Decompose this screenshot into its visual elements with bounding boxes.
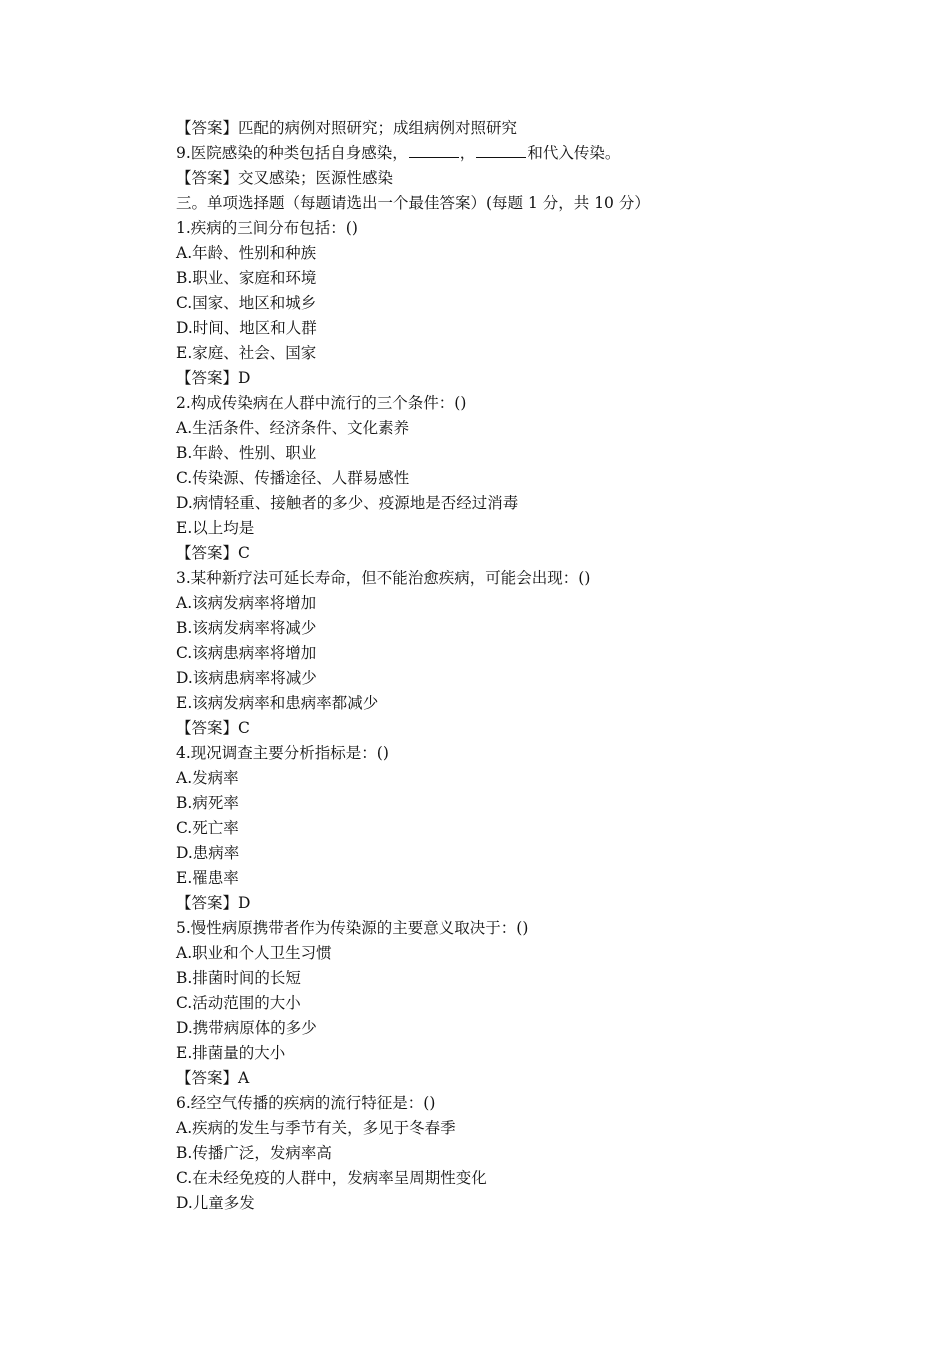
option-line: B.职业、家庭和环境 <box>176 269 317 287</box>
question-line: 4.现况调查主要分析指标是：() <box>176 744 389 762</box>
question-text: 和代入传染。 <box>527 144 621 162</box>
answer-line: 【答案】匹配的病例对照研究；成组病例对照研究 <box>176 119 518 137</box>
option-line: A.疾病的发生与季节有关，多见于冬春季 <box>176 1119 456 1137</box>
option-line: A.发病率 <box>176 769 239 787</box>
answer-line: 【答案】C <box>176 719 250 737</box>
option-line: A.该病发病率将增加 <box>176 594 317 612</box>
option-line: D.患病率 <box>176 844 240 862</box>
option-line: B.该病发病率将减少 <box>176 619 317 637</box>
option-line: B.病死率 <box>176 794 239 812</box>
fill-blank <box>409 142 459 158</box>
option-line: D.该病患病率将减少 <box>176 669 317 687</box>
answer-line: 【答案】C <box>176 544 250 562</box>
answer-line: 【答案】D <box>176 369 251 387</box>
answer-line: 【答案】A <box>176 1069 250 1087</box>
option-line: B.年龄、性别、职业 <box>176 444 317 462</box>
option-line: C.该病患病率将增加 <box>176 644 317 662</box>
question-line: 5.慢性病原携带者作为传染源的主要意义取决于：() <box>176 919 529 937</box>
section-heading: 三。单项选择题（每题请选出一个最佳答案）(每题 1 分，共 10 分） <box>176 194 650 212</box>
answer-line: 【答案】交叉感染；医源性感染 <box>176 169 394 187</box>
question-text: 9.医院感染的种类包括自身感染， <box>176 144 408 162</box>
option-line: E.以上均是 <box>176 519 255 537</box>
option-line: A.职业和个人卫生习惯 <box>176 944 332 962</box>
fill-blank <box>476 142 526 158</box>
question-text: ， <box>459 144 476 162</box>
option-line: A.年龄、性别和种族 <box>176 244 317 262</box>
option-line: C.活动范围的大小 <box>176 994 301 1012</box>
question-line <box>176 141 896 166</box>
option-line: C.国家、地区和城乡 <box>176 294 317 312</box>
option-line: C.死亡率 <box>176 819 239 837</box>
option-line: C.在未经免疫的人群中，发病率呈周期性变化 <box>176 1169 487 1187</box>
option-line: D.儿童多发 <box>176 1194 255 1212</box>
option-line: E.排菌量的大小 <box>176 1044 286 1062</box>
option-line: B.排菌时间的长短 <box>176 969 301 987</box>
answer-line: 【答案】D <box>176 894 251 912</box>
option-line: D.病情轻重、接触者的多少、疫源地是否经过消毒 <box>176 494 519 512</box>
option-line: E.罹患率 <box>176 869 239 887</box>
document-page <box>176 116 896 1216</box>
option-line: D.时间、地区和人群 <box>176 319 317 337</box>
option-line: A.生活条件、经济条件、文化素养 <box>176 419 410 437</box>
option-line: E.家庭、社会、国家 <box>176 344 317 362</box>
option-line: E.该病发病率和患病率都减少 <box>176 694 379 712</box>
option-line: B.传播广泛，发病率高 <box>176 1144 332 1162</box>
question-line: 3.某种新疗法可延长寿命，但不能治愈疾病，可能会出现：() <box>176 569 591 587</box>
question-line: 2.构成传染病在人群中流行的三个条件：() <box>176 394 467 412</box>
question-line: 6.经空气传播的疾病的流行特征是：() <box>176 1094 436 1112</box>
option-line: D.携带病原体的多少 <box>176 1019 317 1037</box>
option-line: C.传染源、传播途径、人群易感性 <box>176 469 410 487</box>
question-line: 1.疾病的三间分布包括：() <box>176 219 358 237</box>
